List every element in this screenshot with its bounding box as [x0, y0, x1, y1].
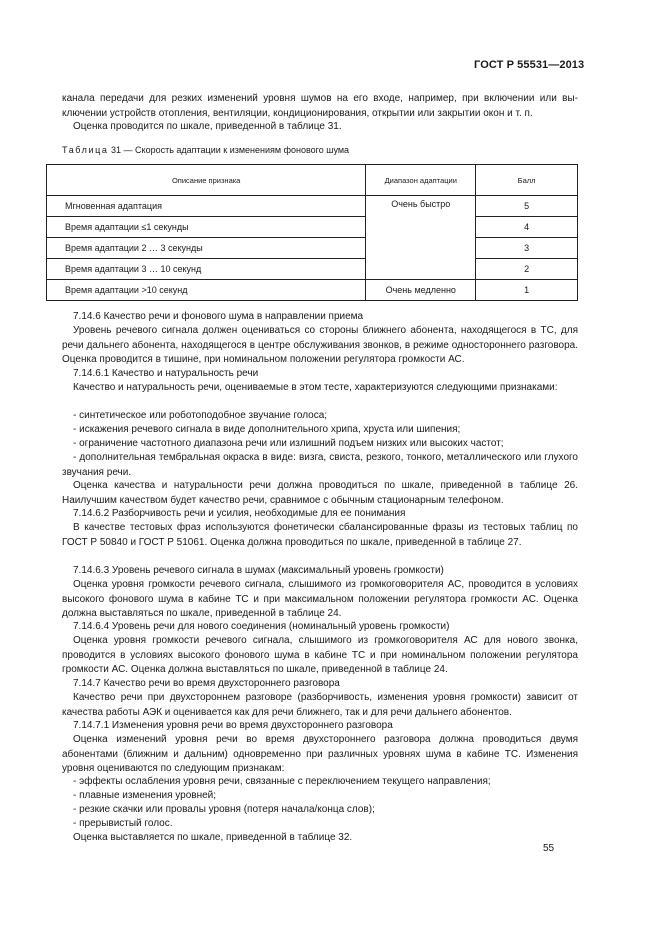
table-row [47, 196, 578, 217]
section-7-14-6-4-text: Оценка уровня громкости речевого сигнала, слышимого из громкоговорителя АС для нового звонка, проводится в условиях высокого фонового шума в кабине ТС и при номинальном положении регулятора громкости АС. Оценка должна выставляться по шкале, приведенной в таблице 24. [62, 635, 578, 675]
section-7-14-6-1-score: Оценка качества и натуральности речи должна проводиться по шкале, приведенной в таблице 26. Наилучшим качеством будет качество речи, сравнимое с обычным стационарным телефоном. [62, 480, 578, 506]
section-7-14-6-4-title: 7.14.6.4 Уровень речи для нового соединения (номинальный уровень громкости) [73, 621, 450, 632]
list-item: - прерывистый голос. [73, 818, 173, 829]
row-description: Мгновенная адаптация [47, 196, 366, 217]
list-item: - синтетическое или роботоподобное звучание голоса; [73, 410, 328, 421]
row-score: 2 [476, 259, 578, 280]
section-7-14-6-1-text: Качество и натуральность речи, оцениваемые в этом тесте, характеризуются следующими признаками: [73, 382, 558, 393]
section-7-14-6-3-title: 7.14.6.3 Уровень речевого сигнала в шумах (максимальный уровень громкости) [73, 565, 444, 576]
list-item: - дополнительная тембральная окраска в виде: визга, свиста, резкого, тонкого, металлического или глухого звучания речи. [62, 452, 578, 478]
table-row [47, 259, 578, 280]
section-7-14-6-title: 7.14.6 Качество речи и фонового шума в направлении приема [73, 311, 364, 322]
section-7-14-7-1-title: 7.14.7.1 Изменения уровня речи во время двухстороннего разговора [73, 720, 393, 731]
section-7-14-7-text: Качество речи при двухстороннем разговоре (разборчивость, изменения уровня громкости) зависит от качества работы АЭК и оценивается как для речи ближнего, так и для речи дальнего абонентов. [62, 692, 578, 718]
range-slow: Очень медленно [366, 280, 476, 301]
table-caption-text: 31 — Скорость адаптации к изменениям фонового шума [111, 145, 350, 155]
row-score: 4 [476, 217, 578, 238]
table-row [47, 280, 578, 301]
document-code: ГОСТ Р 55531—2013 [474, 59, 585, 71]
page-number: 55 [543, 843, 555, 854]
section-7-14-7-1-score: Оценка выставляется по шкале, приведенной в таблице 32. [73, 832, 353, 843]
header-range: Диапазон адаптации [366, 165, 476, 196]
adaptation-speed-table [46, 164, 578, 301]
row-description: Время адаптации >10 секунд [47, 280, 366, 301]
table-caption [62, 145, 349, 155]
section-7-14-7-1-text: Оценка изменений уровня речи во время двухстороннего разговора должна проводиться двумя абонентами (ближним и дальним) одновременно при различных уровнях шума в кабине ТС. Изменения уровня оцениваются по следующим признакам: [62, 734, 578, 774]
list-item: - искажения речевого сигнала в виде дополнительного хрипа, хруста или шипения; [73, 424, 461, 435]
header-description: Описание признака [47, 165, 366, 196]
list-item: - плавные изменения уровней; [73, 790, 217, 801]
row-description: Время адаптации 3 … 10 секунд [47, 259, 366, 280]
list-item: - эффекты ослабления уровня речи, связанные с переключением текущего направления; [73, 776, 491, 787]
list-item: - ограничение частотного диапазона речи или излишний подъем низких или высоких частот; [73, 438, 504, 449]
table-caption-label: Таблица [62, 145, 109, 155]
table-header-row [47, 165, 578, 196]
table-row [47, 217, 578, 238]
row-score: 3 [476, 238, 578, 259]
row-description: Время адаптации 2 … 3 секунды [47, 238, 366, 259]
row-score: 1 [476, 280, 578, 301]
section-7-14-6-1-title: 7.14.6.1 Качество и натуральность речи [73, 368, 259, 379]
section-7-14-6-text: Уровень речевого сигнала должен оцениваться со стороны ближнего абонента, находящегося в ТС, для речи дальнего абонента, находящегося в центре обслуживания звонков, в режиме одностороннего разговора. Оценка проводится в тишине, при номинальном положении регулятора громкости АС. [62, 325, 578, 365]
intro-table-reference: Оценка проводится по шкале, приведенной в таблице 31. [73, 121, 342, 132]
intro-paragraph: канала передачи для резких изменений уровня шумов на его входе, например, при включении или выключении устройств отопления, вентиляции, кондиционирования, открытии или закрытии окон и т. п. [62, 93, 578, 119]
section-7-14-7-title: 7.14.7 Качество речи во время двухстороннего разговора [73, 678, 340, 689]
list-item: - резкие скачки или провалы уровня (потеря начала/конца слов); [73, 804, 375, 815]
row-description: Время адаптации ≤1 секунды [47, 217, 366, 238]
table-row [47, 238, 578, 259]
section-7-14-6-3-text: Оценка уровня громкости речевого сигнала, слышимого из громкоговорителя АС, проводится в условиях высокого фонового шума в кабине ТС и при максимальном положении регулятора громкости АС. Оценка должна выставляться по шкале, приведенной в таблице 24. [62, 579, 578, 619]
section-7-14-6-2-text: В качестве тестовых фраз используются фонетически сбалансированные фразы из тестовых таблиц по ГОСТ Р 50840 и ГОСТ Р 51061. Оценка должна проводиться по шкале, приведенной в таблице 27. [62, 522, 578, 548]
section-7-14-6-2-title: 7.14.6.2 Разборчивость речи и усилия, необходимые для ее понимания [73, 508, 406, 519]
header-score: Балл [476, 165, 578, 196]
row-score: 5 [476, 196, 578, 217]
range-fast: Очень быстро [366, 196, 476, 280]
